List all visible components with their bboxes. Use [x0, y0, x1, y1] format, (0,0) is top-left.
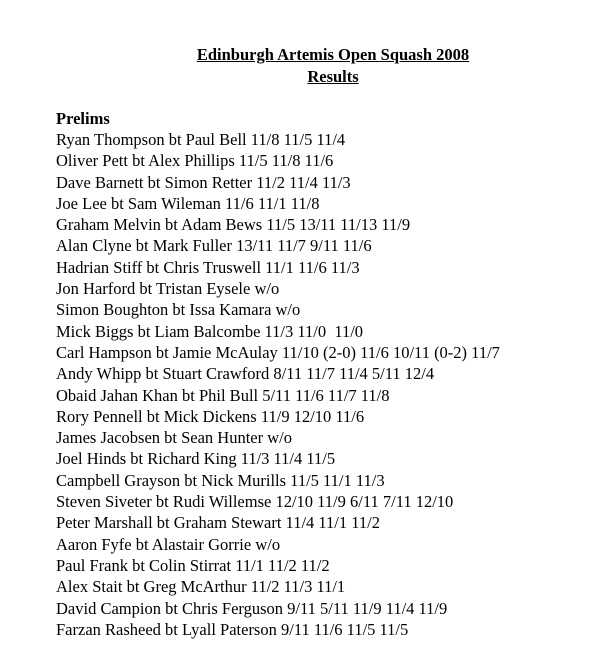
result-line: Paul Frank bt Colin Stirrat 11/1 11/2 11/2: [56, 555, 330, 575]
result-line: Mick Biggs bt Liam Balcombe 11/3 11/0 11/0: [56, 321, 364, 341]
result-line: Joe Lee bt Sam Wileman 11/6 11/1 11/8: [56, 193, 320, 213]
result-line: Alan Clyne bt Mark Fuller 13/11 11/7 9/11 11/6: [56, 236, 372, 256]
result-line: Peter Marshall bt Graham Stewart 11/4 11/1 11/2: [56, 513, 380, 533]
result-line: David Campion bt Chris Ferguson 9/11 5/11 11/9 11/4 11/9: [56, 598, 448, 618]
result-line: Steven Siveter bt Rudi Willemse 12/10 11/9 6/11 7/11 12/10: [56, 492, 454, 512]
results-list: [56, 129, 500, 640]
result-line: Dave Barnett bt Simon Retter 11/2 11/4 11/3: [56, 172, 351, 192]
result-line: Alex Stait bt Greg McArthur 11/2 11/3 11/1: [56, 577, 346, 597]
result-line: Rory Pennell bt Mick Dickens 11/9 12/10 11/6: [56, 406, 365, 426]
result-line: Oliver Pett bt Alex Phillips 11/5 11/8 11/6: [56, 151, 334, 171]
result-line: Aaron Fyfe bt Alastair Gorrie w/o: [56, 534, 281, 554]
result-line: Obaid Jahan Khan bt Phil Bull 5/11 11/6 11/7 11/8: [56, 385, 390, 405]
result-line: Simon Boughton bt Issa Kamara w/o: [56, 300, 301, 320]
result-line: Graham Melvin bt Adam Bews 11/5 13/11 11/13 11/9: [56, 215, 411, 235]
result-line: Andy Whipp bt Stuart Crawford 8/11 11/7 11/4 5/11 12/4: [56, 364, 435, 384]
result-line: Campbell Grayson bt Nick Murills 11/5 11/1 11/3: [56, 470, 385, 490]
result-line: Jon Harford bt Tristan Eysele w/o: [56, 279, 280, 299]
result-line: Joel Hinds bt Richard King 11/3 11/4 11/5: [56, 449, 336, 469]
result-line: Ryan Thompson bt Paul Bell 11/8 11/5 11/4: [56, 130, 346, 149]
section-heading: Prelims: [56, 109, 110, 128]
title-block: [0, 44, 605, 88]
result-line: Farzan Rasheed bt Lyall Paterson 9/11 11/6 11/5 11/5: [56, 619, 409, 639]
result-line: Carl Hampson bt Jamie McAulay 11/10 (2-0) 11/6 10/11 (0-2) 11/7: [56, 342, 500, 362]
document-subtitle: Results: [307, 67, 359, 86]
result-line: Hadrian Stiff bt Chris Truswell 11/1 11/6 11/3: [56, 257, 360, 277]
document-title: Edinburgh Artemis Open Squash 2008: [196, 45, 470, 64]
result-line: James Jacobsen bt Sean Hunter w/o: [56, 428, 292, 448]
